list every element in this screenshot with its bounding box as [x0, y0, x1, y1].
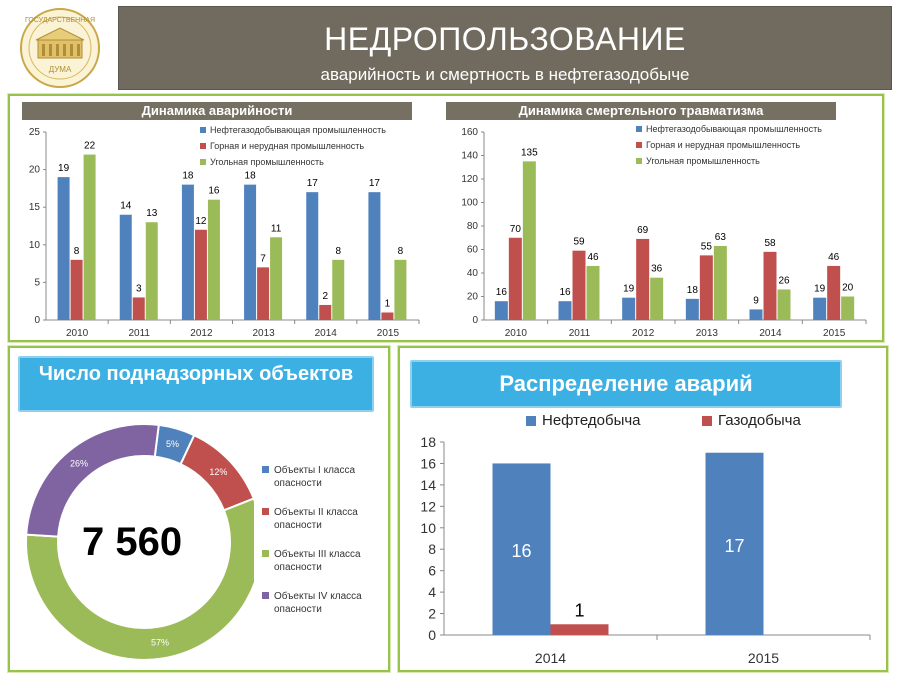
- data-label: 16: [511, 541, 532, 562]
- data-label: 18: [182, 170, 194, 182]
- y-tick-label: 20: [28, 164, 40, 176]
- legend-label: Нефтегазодобывающая промышленность: [646, 124, 822, 134]
- bar: [319, 305, 331, 320]
- bar: [841, 297, 854, 321]
- y-tick-label: 25: [28, 127, 40, 138]
- data-label: 12: [195, 215, 207, 227]
- data-label: 22: [84, 140, 96, 152]
- fatalities-bar-chart: [446, 122, 880, 342]
- logo-text-bottom: ДУМА: [48, 65, 72, 74]
- x-tick-label: 2014: [759, 328, 782, 339]
- x-tick-label: 2014: [314, 328, 337, 339]
- y-tick-label: 120: [461, 174, 478, 185]
- legend-label: Угольная промышленность: [210, 157, 324, 167]
- data-label: 17: [368, 178, 380, 190]
- page-title: НЕДРОПОЛЬЗОВАНИЕ: [324, 21, 686, 57]
- bar: [495, 301, 508, 320]
- legend-swatch: [262, 508, 269, 515]
- data-label: 19: [58, 163, 70, 175]
- y-tick-label: 2: [428, 605, 436, 622]
- x-tick-label: 2014: [534, 650, 567, 666]
- data-label: 59: [573, 236, 585, 248]
- legend-swatch: [526, 416, 536, 426]
- bar: [368, 192, 380, 320]
- x-tick-label: 2010: [65, 328, 89, 339]
- slice-label: 5%: [165, 439, 179, 450]
- legend-label: Газодобыча: [718, 412, 801, 429]
- legend-swatch: [636, 126, 642, 132]
- y-tick-label: 40: [466, 268, 478, 279]
- data-label: 135: [520, 147, 538, 159]
- bar: [622, 298, 635, 320]
- y-tick-label: 14: [420, 476, 436, 493]
- y-tick-label: 16: [420, 455, 436, 472]
- bar: [71, 260, 83, 320]
- y-tick-label: 20: [466, 291, 478, 303]
- data-label: 46: [828, 251, 840, 263]
- x-tick-label: 2013: [252, 328, 275, 339]
- legend-swatch: [636, 142, 642, 148]
- data-label: 19: [814, 283, 826, 295]
- data-label: 14: [120, 200, 132, 212]
- bar: [573, 251, 586, 320]
- bar: [133, 297, 145, 320]
- legend-item: [262, 506, 386, 536]
- x-tick-label: 2010: [504, 328, 527, 339]
- slice-label: 57%: [150, 637, 169, 648]
- duma-logo: [8, 6, 112, 90]
- bar: [813, 298, 826, 320]
- legend-item: [262, 548, 386, 578]
- x-tick-label: 2011: [568, 328, 591, 339]
- x-tick-label: 2013: [695, 328, 718, 339]
- y-tick-label: 8: [428, 541, 436, 558]
- data-label: 8: [335, 245, 342, 257]
- data-label: 3: [135, 283, 142, 295]
- objects-heading: Число поднадзорных объектов: [18, 356, 374, 412]
- y-tick-label: 160: [461, 127, 478, 138]
- bar: [551, 624, 609, 635]
- bar: [257, 267, 269, 320]
- y-tick-label: 4: [428, 584, 436, 601]
- legend-swatch: [200, 127, 206, 133]
- bar: [394, 260, 406, 320]
- y-tick-label: 140: [461, 150, 478, 162]
- x-tick-label: 2015: [747, 650, 780, 666]
- data-label: 8: [397, 245, 404, 257]
- y-tick-label: 18: [420, 434, 436, 450]
- y-tick-label: 100: [461, 197, 478, 209]
- legend-label: Нефтедобыча: [542, 412, 641, 429]
- bar: [146, 222, 158, 320]
- legend-label: Объекты I класса опасности: [274, 465, 356, 489]
- y-tick-label: 0: [34, 315, 40, 326]
- legend-item: [262, 464, 386, 494]
- data-label: 55: [700, 241, 712, 253]
- y-tick-label: 15: [28, 202, 40, 214]
- x-tick-label: 2011: [128, 328, 151, 339]
- y-tick-label: 80: [466, 221, 478, 232]
- legend-swatch: [262, 466, 269, 473]
- y-tick-label: 12: [420, 498, 436, 515]
- page-header: [118, 6, 892, 90]
- legend-label: Горная и нерудная промышленность: [646, 140, 801, 150]
- bar: [764, 252, 777, 320]
- data-label: 63: [714, 231, 726, 243]
- bar: [827, 266, 840, 320]
- y-tick-label: 0: [428, 627, 436, 643]
- bar: [650, 278, 663, 320]
- data-label: 11: [270, 223, 282, 235]
- accidents-bar-chart: [14, 122, 426, 342]
- bar: [84, 155, 96, 320]
- data-label: 7: [260, 253, 266, 265]
- page-subtitle: аварийность и смертность в нефтегазодобыче: [320, 65, 690, 84]
- bar: [700, 255, 713, 320]
- legend-label: Горная и нерудная промышленность: [210, 141, 365, 151]
- data-label: 19: [623, 283, 635, 295]
- logo-text-top: ГОСУДАРСТВЕННАЯ: [24, 17, 96, 24]
- legend-label: Нефтегазодобывающая промышленность: [210, 125, 386, 135]
- legend-swatch: [262, 550, 269, 557]
- legend-label: Объекты II класса опасности: [274, 507, 358, 531]
- data-label: 70: [509, 223, 521, 235]
- bar: [332, 260, 344, 320]
- accidents-chart-heading: Динамика аварийности: [22, 102, 412, 120]
- bar: [120, 215, 132, 320]
- y-tick-label: 10: [28, 239, 40, 251]
- legend-label: Объекты III класса опасности: [274, 549, 361, 573]
- data-label: 17: [306, 178, 318, 190]
- bar: [244, 185, 256, 320]
- slice-label: 26%: [69, 458, 88, 469]
- bar: [182, 185, 194, 320]
- data-label: 36: [651, 263, 663, 275]
- bar: [208, 200, 220, 320]
- legend-label: Объекты IV класса опасности: [274, 591, 362, 615]
- data-label: 8: [73, 245, 80, 257]
- y-tick-label: 0: [472, 315, 478, 326]
- y-tick-label: 5: [34, 277, 40, 289]
- data-label: 16: [559, 287, 571, 299]
- y-tick-label: 10: [420, 519, 436, 536]
- data-label: 1: [574, 600, 585, 621]
- bar: [778, 289, 791, 320]
- bar: [750, 309, 763, 320]
- data-label: 18: [686, 284, 698, 296]
- data-label: 20: [842, 282, 854, 294]
- legend-swatch: [200, 159, 206, 165]
- x-tick-label: 2015: [376, 328, 400, 339]
- slice-label: 12%: [209, 467, 228, 478]
- x-tick-label: 2012: [190, 328, 213, 339]
- data-label: 2: [322, 290, 329, 302]
- data-label: 16: [208, 185, 220, 197]
- bar: [559, 301, 572, 320]
- data-label: 1: [384, 298, 391, 310]
- bar: [686, 299, 699, 320]
- legend-label: Угольная промышленность: [646, 156, 760, 166]
- data-label: 17: [724, 535, 745, 556]
- data-label: 16: [495, 287, 507, 299]
- legend-item: [526, 412, 641, 429]
- data-label: 58: [764, 237, 776, 249]
- data-label: 18: [244, 170, 256, 182]
- bar: [714, 246, 727, 320]
- objects-total: 7 560: [82, 520, 183, 564]
- bar: [636, 239, 649, 320]
- bar: [270, 237, 282, 320]
- distribution-bar-chart: [404, 430, 882, 668]
- data-label: 9: [753, 295, 759, 307]
- legend-swatch: [262, 592, 269, 599]
- data-label: 26: [778, 275, 790, 287]
- bar: [306, 192, 318, 320]
- legend-item: [262, 590, 386, 620]
- distribution-heading: Распределение аварий: [410, 360, 842, 408]
- bar: [381, 312, 393, 320]
- data-label: 46: [587, 251, 599, 263]
- data-label: 69: [637, 224, 649, 236]
- bar: [509, 238, 522, 320]
- legend-swatch: [636, 158, 642, 164]
- y-tick-label: 6: [428, 562, 436, 579]
- fatalities-chart-heading: Динамика смертельного травматизма: [446, 102, 836, 120]
- legend-item: [702, 412, 801, 429]
- x-tick-label: 2012: [632, 328, 655, 339]
- bar: [587, 266, 600, 320]
- bar: [195, 230, 207, 320]
- y-tick-label: 60: [466, 244, 478, 256]
- bar: [523, 161, 536, 320]
- bar: [58, 177, 70, 320]
- data-label: 13: [146, 208, 158, 220]
- legend-swatch: [702, 416, 712, 426]
- x-tick-label: 2015: [823, 328, 846, 339]
- legend-swatch: [200, 143, 206, 149]
